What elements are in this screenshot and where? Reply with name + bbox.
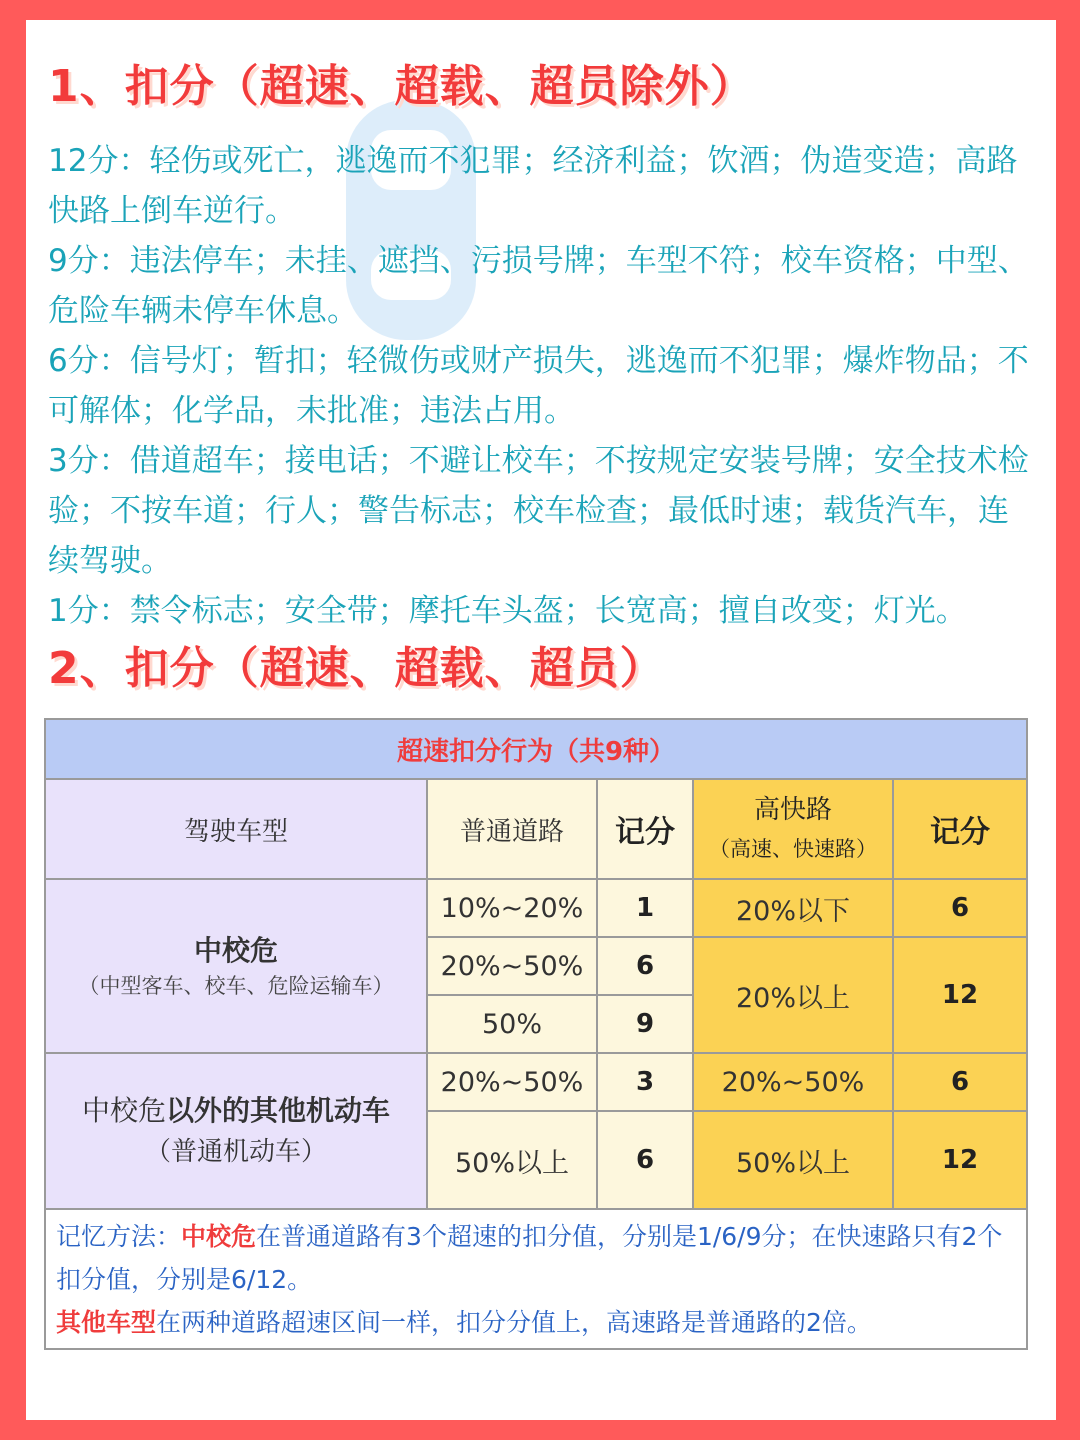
header-highway-sub: （高速、快速路） [709, 836, 877, 861]
deduction-rules [48, 136, 1038, 636]
header-highway-label: 高快路 [753, 794, 832, 825]
memory-method-note [45, 1209, 1027, 1349]
header-normal-road: 普通道路 [427, 779, 597, 879]
group2-name-rest: 以外的其他机动车 [166, 1094, 391, 1127]
table-cell: 12 [893, 937, 1027, 1053]
rule-1-point: 1分：禁令标志；安全带；摩托车头盔；长宽高；擅自改变；灯光。 [48, 593, 967, 629]
table-cell: 6 [597, 937, 693, 995]
section1-heading: 1、扣分（超速、超载、超员除外） [48, 61, 755, 112]
speeding-table [44, 718, 1028, 1350]
rule-12-points: 12分：轻伤或死亡，逃逸而不犯罪；经济利益；饮酒；伪造变造；高路快路上倒车逆行。 [48, 143, 1018, 229]
rule-9-points: 9分：违法停车；未挂、遮挡、污损号牌；车型不符；校车资格；中型、危险车辆未停车休息。 [48, 243, 1029, 329]
group2-vehicle-cell [45, 1053, 427, 1209]
table-cell: 1 [597, 879, 693, 937]
table-cell: 10%~20% [427, 879, 597, 937]
table-cell: 20%~50% [427, 937, 597, 995]
table-cell: 12 [893, 1111, 1027, 1209]
table-cell: 20%以下 [693, 879, 893, 937]
group1-sub: （中型客车、校车、危险运输车） [78, 974, 394, 998]
group1-vehicle-cell [45, 879, 427, 1053]
table-cell: 20%~50% [693, 1053, 893, 1111]
section2-heading: 2、扣分（超速、超载、超员） [48, 643, 665, 694]
table-title: 超速扣分行为（共9种） [45, 719, 1027, 779]
table-cell: 3 [597, 1053, 693, 1111]
table-cell: 50% [427, 995, 597, 1053]
content-card [26, 20, 1056, 1420]
group2-name-prefix: 中校危 [81, 1094, 166, 1127]
table-cell: 50%以上 [427, 1111, 597, 1209]
table-cell: 9 [597, 995, 693, 1053]
group2-name [46, 1090, 426, 1132]
header-vehicle-type: 驾驶车型 [45, 779, 427, 879]
header-highway [693, 779, 893, 879]
table-cell: 20%以上 [693, 937, 893, 1053]
rule-6-points: 6分：信号灯；暂扣；轻微伤或财产损失，逃逸而不犯罪；爆炸物品；不可解体；化学品，未批准；违法占用。 [48, 343, 1029, 429]
memo-text-1: 在普通道路有3个超速的扣分值，分别是1/6/9分；在快速路只有2个扣分值，分别是6/12。 [56, 1221, 1003, 1294]
memo-highlight-1: 中校危 [181, 1221, 257, 1251]
header-score-highway: 记分 [893, 779, 1027, 879]
table-cell: 6 [893, 1053, 1027, 1111]
table-cell: 20%~50% [427, 1053, 597, 1111]
table-cell: 50%以上 [693, 1111, 893, 1209]
table-cell: 6 [893, 879, 1027, 937]
group1-name: 中校危 [193, 934, 278, 967]
rule-3-points: 3分：借道超车；接电话；不避让校车；不按规定安装号牌；安全技术检验；不按车道；行人；警告标志；校车检查；最低时速；载货汽车，连续驾驶。 [48, 443, 1029, 579]
memo-label: 记忆方法： [56, 1221, 182, 1251]
header-score: 记分 [597, 779, 693, 879]
memo-highlight-2: 其他车型 [56, 1307, 157, 1337]
table-cell: 6 [597, 1111, 693, 1209]
group2-sub: （普通机动车） [144, 1137, 327, 1167]
memo-text-2: 在两种道路超速区间一样，扣分分值上，高速路是普通路的2倍。 [156, 1307, 872, 1337]
